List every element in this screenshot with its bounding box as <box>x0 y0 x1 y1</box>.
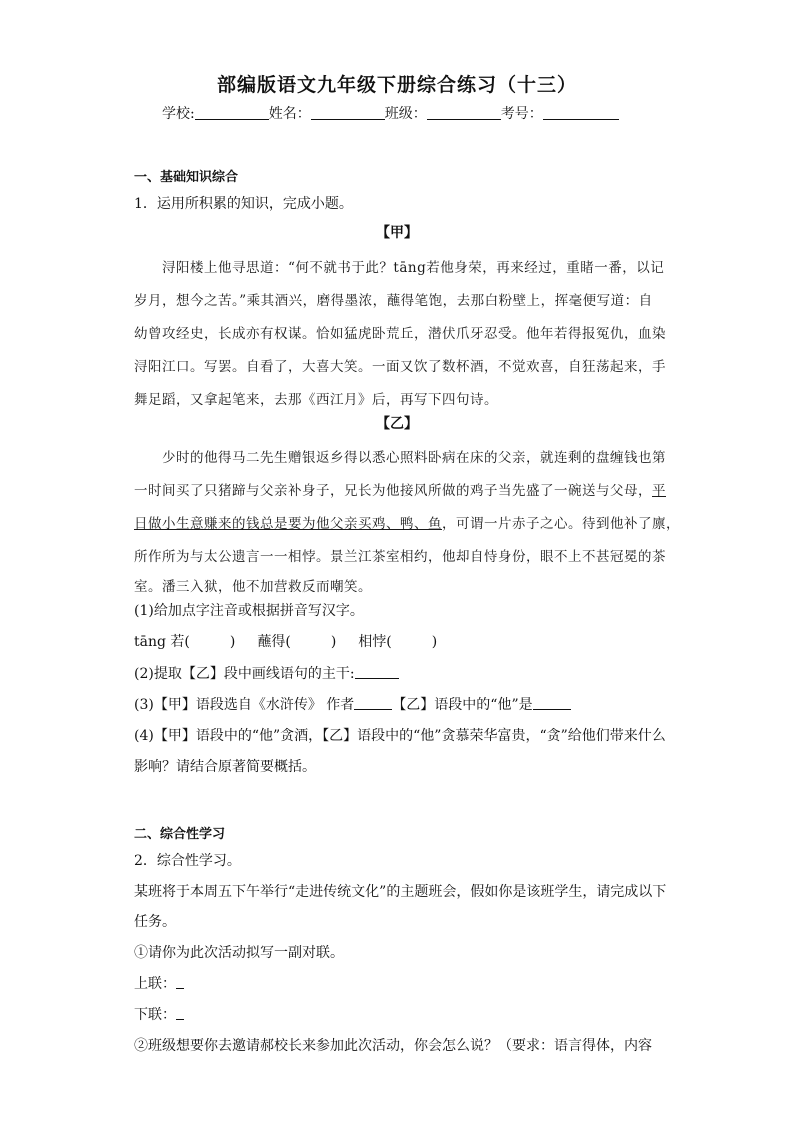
subquestion-2 <box>134 663 399 683</box>
school-blank[interactable] <box>195 105 269 120</box>
school-label: 学校: <box>162 106 195 122</box>
passage-yi-line: 室。潘三入狱，他不加营救反而嘲笑。 <box>134 579 372 595</box>
passage-yi-label: 【乙】 <box>376 416 418 432</box>
subquestion-3 <box>134 694 571 714</box>
section-heading-comprehensive: 二、综合性学习 <box>134 827 226 842</box>
number-blank[interactable] <box>543 105 619 120</box>
passage-yi-text: 一时间买了只猪蹄与父亲补身子，兄长为他接风所做的鸡子当先盛了一碗送与父母， <box>134 483 652 499</box>
question-2-stem: 2．综合性学习。 <box>134 853 241 869</box>
class-blank[interactable] <box>427 105 501 120</box>
question-1-stem: 1．运用所积累的知识，完成小题。 <box>134 196 353 212</box>
class-label: 班级： <box>384 106 427 122</box>
passage-yi-line <box>134 512 680 532</box>
answer-blank-character[interactable] <box>533 697 571 710</box>
passage-jia-line: 岁月，想今之苦。”乘其酒兴，磨得墨浓，蘸得笔饱，去那白粉壁上，挥毫便写道：自 <box>134 293 653 309</box>
name-label: 姓名： <box>268 106 311 122</box>
answer-blank-main-clause[interactable] <box>355 666 399 679</box>
question-2-intro-line1: 某班将于本周五下午举行“走进传统文化”的主题班会，假如你是该班学生，请完成以下 <box>134 884 667 900</box>
subquestion-3-text-a: (3)【甲】语段选自《水浒传》 作者 <box>134 697 355 713</box>
subquestion-1: (1)给加点字注音或根据拼音写汉字。 <box>134 603 364 619</box>
subquestion-3-text-b: 【乙】语段中的“他”是 <box>392 697 533 713</box>
upper-couplet-blank[interactable] <box>176 976 184 989</box>
lower-couplet-blank[interactable] <box>176 1007 184 1020</box>
passage-jia-line: 浔阳江口。写罢。自看了，大喜大笑。一面又饮了数杯酒，不觉欢喜，自狂荡起来，手 <box>134 359 666 375</box>
item-zhande: 蘸得( <box>257 634 291 650</box>
number-label: 考号： <box>500 106 543 122</box>
subquestion-4-line1: (4)【甲】语段中的“他”贪酒，【乙】语段中的“他”贪慕荣华富贵，“贪”给他们带来什么 <box>134 728 666 744</box>
item-xiangbei: 相悖( <box>358 634 392 650</box>
underlined-sentence: 日做小生意赚来的钱总是要为他父亲买鸡、鸭、鱼 <box>134 516 442 532</box>
passage-jia-line: 幼曾攻经史，长成亦有权谋。恰如猛虎卧荒丘，潜伏爪牙忍受。他年若得报冤仇，血染 <box>134 326 666 342</box>
upper-couplet-label: 上联： <box>134 976 176 992</box>
passage-yi-text: ，可谓一片赤子之心。待到他补了廪， <box>442 516 680 532</box>
passage-jia-line: 浔阳楼上他寻思道：“何不就书于此？tāng若他身荣，再来经过，重睹一番，以记 <box>162 260 665 276</box>
task-2: ②班级想要你去邀请郝校长来参加此次活动，你会怎么说？（要求：语言得体，内容 <box>134 1038 652 1054</box>
page-title: 部编版语文九年级下册综合练习（十三） <box>216 74 577 96</box>
question-2-intro-line2: 任务。 <box>134 914 176 930</box>
lower-couplet <box>134 1004 184 1024</box>
close-paren: ) <box>431 634 438 650</box>
underlined-sentence-start: 平 <box>652 483 666 499</box>
upper-couplet <box>134 973 184 993</box>
passage-yi-line: 少时的他得马二先生赠银返乡得以悉心照料卧病在床的父亲，就连剩的盘缠钱也第 <box>162 450 666 466</box>
passage-yi-line <box>134 479 666 499</box>
name-blank[interactable] <box>311 105 385 120</box>
subquestion-2-text: (2)提取【乙】段中画线语句的主干: <box>134 666 355 682</box>
section-heading-basic: 一、基础知识综合 <box>134 170 239 185</box>
subquestion-4-line2: 影响？请结合原著简要概括。 <box>134 759 316 775</box>
answer-blank-author[interactable] <box>354 697 392 710</box>
task-1: ①请你为此次活动拟写一副对联。 <box>134 945 344 961</box>
subquestion-1-items <box>134 631 437 651</box>
item-tang-ruo: tāng 若( <box>134 634 190 650</box>
close-paren: ) <box>229 634 236 650</box>
lower-couplet-label: 下联： <box>134 1007 176 1023</box>
passage-jia-line: 舞足蹈，又拿起笔来，去那《西江月》后，再写下四句诗。 <box>134 392 498 408</box>
close-paren: ) <box>330 634 337 650</box>
student-info-row <box>162 103 619 123</box>
passage-yi-line: 所作所为与太公遗言一一相悖。景兰江茶室相约，他却自恃身份，眼不上不甚冠冕的茶 <box>134 549 666 565</box>
passage-jia-label: 【甲】 <box>376 225 418 241</box>
